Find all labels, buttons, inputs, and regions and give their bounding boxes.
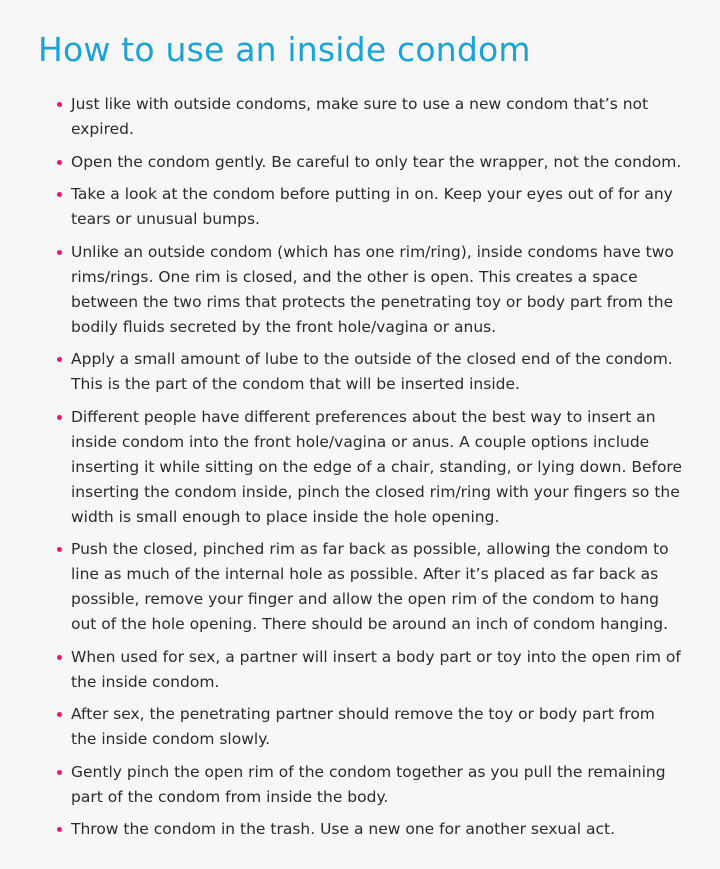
list-item-text: Different people have different preferences about the best way to insert an inside condom into the front hole/vagina or anus. A couple options include inserting it while sitting on the edge of a chair, standing, or lying down. Before inserting the condom inside, pinch the closed rim/ring with your fingers so the width is small enough to place inside the hole opening. xyxy=(71,407,683,526)
list-item xyxy=(71,537,684,637)
list-item xyxy=(71,645,684,695)
list-item xyxy=(71,405,684,530)
bullet-dot-icon xyxy=(57,192,62,197)
bullet-dot-icon xyxy=(57,415,62,420)
bullet-dot-icon xyxy=(57,655,62,660)
list-item-text: Push the closed, pinched rim as far back as possible, allowing the condom to line as much of the internal hole as possible. After it’s placed as far back as possible, remove your finger and allow the open rim of the condom to hang out of the hole opening. There should be around an inch of condom hanging. xyxy=(71,540,669,633)
list-item xyxy=(71,240,684,340)
list-item-text: When used for sex, a partner will insert a body part or toy into the open rim of the inside condom. xyxy=(71,647,681,691)
bullet-dot-icon xyxy=(57,547,62,552)
list-item-text: Gently pinch the open rim of the condom together as you pull the remaining part of the condom from inside the body. xyxy=(71,762,666,806)
list-item-text: After sex, the penetrating partner should remove the toy or body part from the inside condom slowly. xyxy=(71,705,655,748)
bullet-dot-icon xyxy=(57,102,62,107)
bullet-dot-icon xyxy=(57,160,62,165)
list-item-text: Just like with outside condoms, make sure to use a new condom that’s not expired. xyxy=(71,95,649,138)
list-item-text: Take a look at the condom before putting in on. Keep your eyes out of for any tears or unusual bumps. xyxy=(71,185,673,228)
bullet-dot-icon xyxy=(57,357,62,362)
list-item xyxy=(71,150,684,175)
bullet-dot-icon xyxy=(57,712,62,717)
bullet-dot-icon xyxy=(57,250,62,255)
list-item xyxy=(71,92,684,142)
list-item-text: Apply a small amount of lube to the outside of the closed end of the condom. This is the part of the condom that will be inserted inside. xyxy=(71,350,673,393)
list-item xyxy=(71,347,684,397)
page-title: How to use an inside condom xyxy=(38,30,531,69)
list-item-text: Open the condom gently. Be careful to only tear the wrapper, not the condom. xyxy=(71,152,682,171)
list-item xyxy=(71,702,684,752)
bullet-dot-icon xyxy=(57,827,62,832)
bullet-dot-icon xyxy=(57,770,62,775)
list-item xyxy=(71,760,684,810)
list-item xyxy=(71,817,684,842)
steps-list xyxy=(38,92,684,842)
list-item xyxy=(71,182,684,232)
list-item-text: Unlike an outside condom (which has one rim/ring), inside condoms have two rims/rings. One rim is closed, and the other is open. This creates a space between the two rims that protects the penetrating toy or body part from the bodily fluids secreted by the front hole/vagina or anus. xyxy=(71,242,674,336)
list-item-text: Throw the condom in the trash. Use a new one for another sexual act. xyxy=(71,820,615,838)
